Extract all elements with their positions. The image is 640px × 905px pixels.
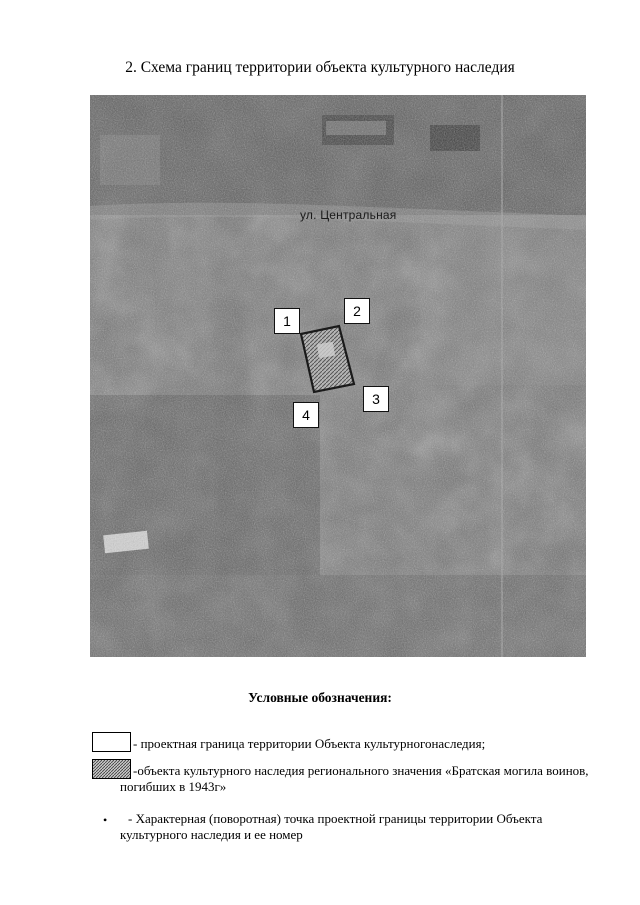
- legend-object-text-line2: погибших в 1943г»: [120, 779, 227, 794]
- boundary-point-2: 2: [344, 298, 370, 324]
- legend-title: Условные обозначения:: [248, 690, 392, 705]
- boundary-point-3: 3: [363, 386, 389, 412]
- legend-object-text-line1: -объекта культурного наследия регионального значения «Братская могила воинов,: [133, 763, 589, 778]
- boundary-point-4: 4: [293, 402, 319, 428]
- boundary-point-1: 1: [274, 308, 300, 334]
- map-imagery: [90, 95, 586, 657]
- page-title: 2. Схема границ территории объекта культурного наследия: [125, 59, 515, 76]
- legend-point-bullet: •: [103, 813, 108, 827]
- legend-point-text-line2: культурного наследия и ее номер: [120, 827, 303, 842]
- legend-point-text-line1: - Характерная (поворотная) точка проектной границы территории Объекта: [128, 811, 543, 826]
- legend-boundary-symbol: [92, 732, 131, 752]
- satellite-map: [90, 95, 586, 657]
- street-label: ул. Центральная: [300, 208, 397, 222]
- legend-object-symbol: [92, 759, 131, 779]
- legend-boundary-text: - проектная граница территории Объекта культурногонаследия;: [133, 736, 486, 751]
- hatch-pattern: [93, 760, 131, 779]
